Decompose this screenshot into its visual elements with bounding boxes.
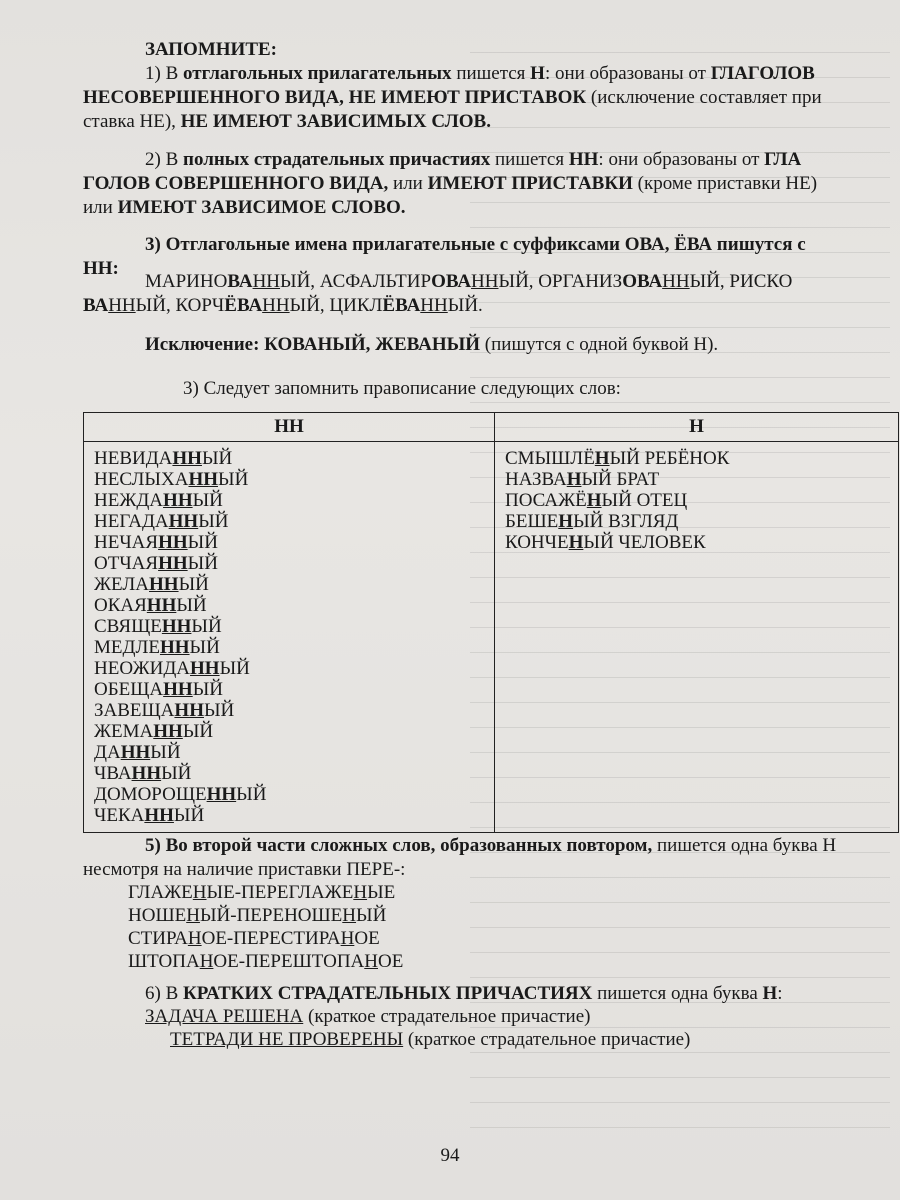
nn-word [94,805,494,826]
text-segment: НН [153,721,183,742]
text-segment: НЕЖДА [94,490,164,511]
text-segment: ЧЕКА [94,805,145,826]
text-segment: (пишутся с одной буквой Н). [480,334,719,355]
text-segment: НН [120,742,151,763]
nn-word [94,637,494,658]
text-segment: Н [762,983,778,1004]
text-segment: Н [199,951,214,972]
text-segment: ГЛА [764,149,802,170]
text-segment: НЕОЖИДА [94,658,191,679]
text-segment: 3) Отглагольные имена прилагательные с суффиксами ОВА, ЁВА пишутся с [145,234,806,255]
text-segment: Н [566,469,582,490]
text-segment: НЕЧАЯ [94,532,159,553]
text-segment: СВЯЩЕ [94,616,162,637]
text-segment: ЫЕ [367,882,396,903]
text-segment: ЫЙ ВЗГЛЯД [573,511,679,532]
text-segment: НН [206,784,237,805]
text-segment: Н [586,490,602,511]
text-segment: ЫЙ, ЦИКЛ [289,295,383,316]
text-segment: НЕСЛЫХА [94,469,189,490]
text-segment: КОНЧЕ [505,532,569,553]
nn-word [94,616,494,637]
text-segment: НН [190,658,220,679]
text-segment: (краткое страдательное причастие) [303,1006,591,1027]
text-segment: НЕВИДА [94,448,173,469]
text-segment: ЫЙ [150,742,181,763]
text-segment: ЫЙ [176,595,207,616]
text-segment: Н [568,532,584,553]
column-header-n: Н [495,413,899,442]
text-segment: МАРИНО [145,271,228,292]
text-segment: Н [186,905,200,926]
text-segment: ОЕ [354,928,380,949]
text-segment: ЫЙ [161,763,192,784]
text-segment: ГЛАГОЛОВ [710,63,815,84]
text-segment: Н [340,928,355,949]
text-segment: Н [530,63,545,84]
text-segment: НН [158,553,188,574]
text-segment: НЕ ИМЕЮТ ЗАВИСИМЫХ СЛОВ. [180,111,491,132]
rule-1-line-2 [83,86,822,110]
rule-5-example-4 [128,950,403,974]
text-segment: ЫЙ [187,532,218,553]
text-segment: ЫЙ, КОРЧ [135,295,225,316]
rule-2-line-2 [83,172,817,196]
n-word [505,469,898,490]
page-number: 94 [440,1145,460,1166]
text-segment: пишется [451,63,531,84]
rule-5-line-1 [145,834,836,858]
text-segment: НАЗВА [505,469,567,490]
text-segment: ЁВА [224,295,263,316]
text-segment: ЫЙ [219,658,250,679]
rule-2-line-3 [83,196,406,220]
text-segment: ЫЙ БРАТ [581,469,660,490]
text-segment: 3) Следует запомнить правописание следующих слов: [183,378,621,399]
nn-word [94,763,494,784]
text-segment: НН [149,574,179,595]
text-segment: : они образованы от [598,149,765,170]
nn-word [94,532,494,553]
text-segment: ЗАПОМНИТЕ: [145,39,277,60]
text-segment: НН [188,469,218,490]
text-segment: ЫЙ [182,721,214,742]
text-segment: Н [187,928,202,949]
text-segment: НН [168,511,199,532]
text-segment: НН [252,271,281,292]
nn-word [94,448,494,469]
text-segment: НН [161,616,192,637]
text-segment: ПОСАЖЁ [505,490,587,511]
column-header-nn: НН [84,413,495,442]
text-segment: ЫЙ [189,637,220,658]
text-segment: ОКАЯ [94,595,147,616]
text-segment: НЕГАДА [94,511,169,532]
rule-5-example-1 [128,881,395,905]
text-segment: ЫЙ [191,616,222,637]
text-segment: Н [364,951,378,972]
nn-word [94,490,494,511]
text-segment: ВА [83,295,109,316]
text-segment: Н [353,882,368,903]
rule-6-example-1 [145,1005,590,1029]
text-segment: ВА [227,271,253,292]
text-segment: ЫЙ ОТЕЦ [601,490,688,511]
nn-word [94,511,494,532]
text-segment: ЧВА [94,763,132,784]
text-segment: ОБЕЩА [94,679,164,700]
text-segment: ЗАДАЧА РЕШЕНА [145,1006,304,1027]
text-segment: ЫЙ [236,784,267,805]
text-segment: ЫЙ [203,700,235,721]
text-segment: отглагольных прилагательных [183,63,452,84]
text-segment: ЫЙ ЧЕЛОВЕК [583,532,706,553]
text-segment: МЕДЛЕ [94,637,160,658]
text-segment: ТЕТРАДИ НЕ ПРОВЕРЕНЫ [170,1029,404,1050]
nn-word [94,679,494,700]
text-segment: Н [558,511,574,532]
rule-2-line-1 [145,148,801,172]
text-segment: НН [146,595,177,616]
text-segment: ЫЙ [178,574,209,595]
n-word-list [505,448,898,553]
spelling-table [83,412,899,833]
text-segment: ЫЙ, АСФАЛЬТИР [280,271,432,292]
text-segment: (исключение составляет при [586,87,822,108]
text-segment: пишется одна буква [592,983,763,1004]
text-segment: НН [568,149,599,170]
text-segment: НН [174,700,204,721]
n-words-cell [495,442,899,833]
text-segment: КРАТКИХ СТРАДАТЕЛЬНЫХ ПРИЧАСТИЯХ [183,983,593,1004]
heading-remember [145,38,277,62]
text-segment: ГОЛОВ СОВЕРШЕННОГО ВИДА, [83,173,389,194]
text-segment: несмотря на наличие приставки ПЕРЕ-: [83,859,406,880]
text-segment: НН: [83,258,119,279]
text-segment: ОЕ-ПЕРЕШТОПА [213,951,365,972]
text-segment: ОВА [622,271,663,292]
text-segment: полных страдательных причастиях [183,149,491,170]
text-segment: Н [342,905,357,926]
text-segment: Н [192,882,207,903]
nn-word [94,595,494,616]
text-segment: НН [471,271,499,292]
n-word [505,490,898,511]
nn-word [94,469,494,490]
text-segment: (кроме приставки НЕ) [632,173,818,194]
text-segment: ЫЙ [192,679,223,700]
rule-3-line-1 [145,233,806,257]
text-segment: ЖЕМА [94,721,154,742]
text-segment: ЫЙ. [447,295,483,316]
text-segment: СМЫШЛЁ [505,448,595,469]
text-segment: 2) В [145,149,183,170]
text-segment: пишется [490,149,569,170]
text-segment: или [83,197,118,218]
n-word [505,511,898,532]
text-segment: НОШЕ [128,905,187,926]
text-segment: или [388,173,428,194]
text-segment: ЫЙ-ПЕРЕНОШЕ [199,905,343,926]
text-segment: ЫЙ [187,553,218,574]
text-segment: НН [108,295,136,316]
nn-word [94,721,494,742]
text-segment: НН [163,679,193,700]
text-segment: 5) Во второй части сложных слов, образованных повтором, [145,835,653,856]
nn-word [94,553,494,574]
text-segment: НН [144,805,174,826]
text-segment: БЕШЕ [505,511,559,532]
n-word [505,532,898,553]
text-segment: ЫЙ [198,511,229,532]
text-segment: ЫЙ РЕБЁНОК [609,448,730,469]
text-segment: ОТЧАЯ [94,553,159,574]
rule-6-example-2 [170,1028,690,1052]
text-segment: ЖЕЛА [94,574,149,595]
text-segment: НН [159,637,190,658]
rule-5-example-2 [128,904,386,928]
rule-5-line-2 [83,858,405,882]
text-segment: : они образованы от [544,63,711,84]
text-segment: ШТОПА [128,951,200,972]
table-intro [183,377,621,401]
text-segment: СТИРА [128,928,188,949]
nn-word [94,742,494,763]
text-segment: НН [662,271,690,292]
rule-5-example-3 [128,927,380,951]
text-segment: ОВА [431,271,472,292]
text-segment: ИМЕЮТ ПРИСТАВКИ [427,173,633,194]
exception-line [145,333,718,357]
text-segment: ЫЕ-ПЕРЕГЛАЖЕ [206,882,354,903]
rule-1-line-3 [83,110,491,134]
text-segment: ЫЙ [218,469,249,490]
text-segment: ЗАВЕЩА [94,700,175,721]
text-segment: ИМЕЮТ ЗАВИСИМОЕ СЛОВО. [117,197,406,218]
text-segment: Исключение: КОВАНЫЙ, ЖЕВАНЫЙ [145,334,481,355]
text-segment: НН [158,532,188,553]
text-segment: ЫЙ [356,905,387,926]
text-segment: ЫЙ [201,448,233,469]
nn-word [94,700,494,721]
text-segment: 6) В [145,983,183,1004]
text-segment: Н [594,448,610,469]
nn-word-list [94,448,494,826]
rule-3-examples-1 [145,270,792,294]
text-segment: НН [163,490,193,511]
text-segment: ОЕ-ПЕРЕСТИРА [201,928,341,949]
text-segment: НН [262,295,290,316]
text-segment: ЫЙ, ОРГАНИЗ [498,271,623,292]
text-segment: ЁВА [382,295,421,316]
rule-1-line-1 [145,62,815,86]
text-segment: ГЛАЖЕ [128,882,193,903]
text-segment: ставка НЕ), [83,111,181,132]
text-segment: ДОМОРОЩЕ [94,784,207,805]
text-segment: НН [172,448,202,469]
text-segment: : [777,983,783,1004]
text-segment: пишется одна буква Н [652,835,837,856]
text-segment: ЫЙ, РИСКО [689,271,793,292]
n-word [505,448,898,469]
text-segment: (краткое страдательное причастие) [403,1029,691,1050]
rule-3-examples-2 [83,294,483,318]
rule-3-line-2 [83,257,119,281]
text-segment: ОЕ [378,951,404,972]
nn-word [94,574,494,595]
text-segment: НН [131,763,162,784]
nn-word [94,784,494,805]
text-segment: 1) В [145,63,183,84]
nn-word [94,658,494,679]
text-segment: ЫЙ [173,805,205,826]
nn-words-cell [84,442,495,833]
text-segment: ДА [94,742,121,763]
rule-6-line-1 [145,982,783,1006]
text-segment: НЕСОВЕРШЕННОГО ВИДА, НЕ ИМЕЮТ ПРИСТАВОК [83,87,587,108]
text-segment: ЫЙ [192,490,223,511]
text-segment: НН [420,295,448,316]
